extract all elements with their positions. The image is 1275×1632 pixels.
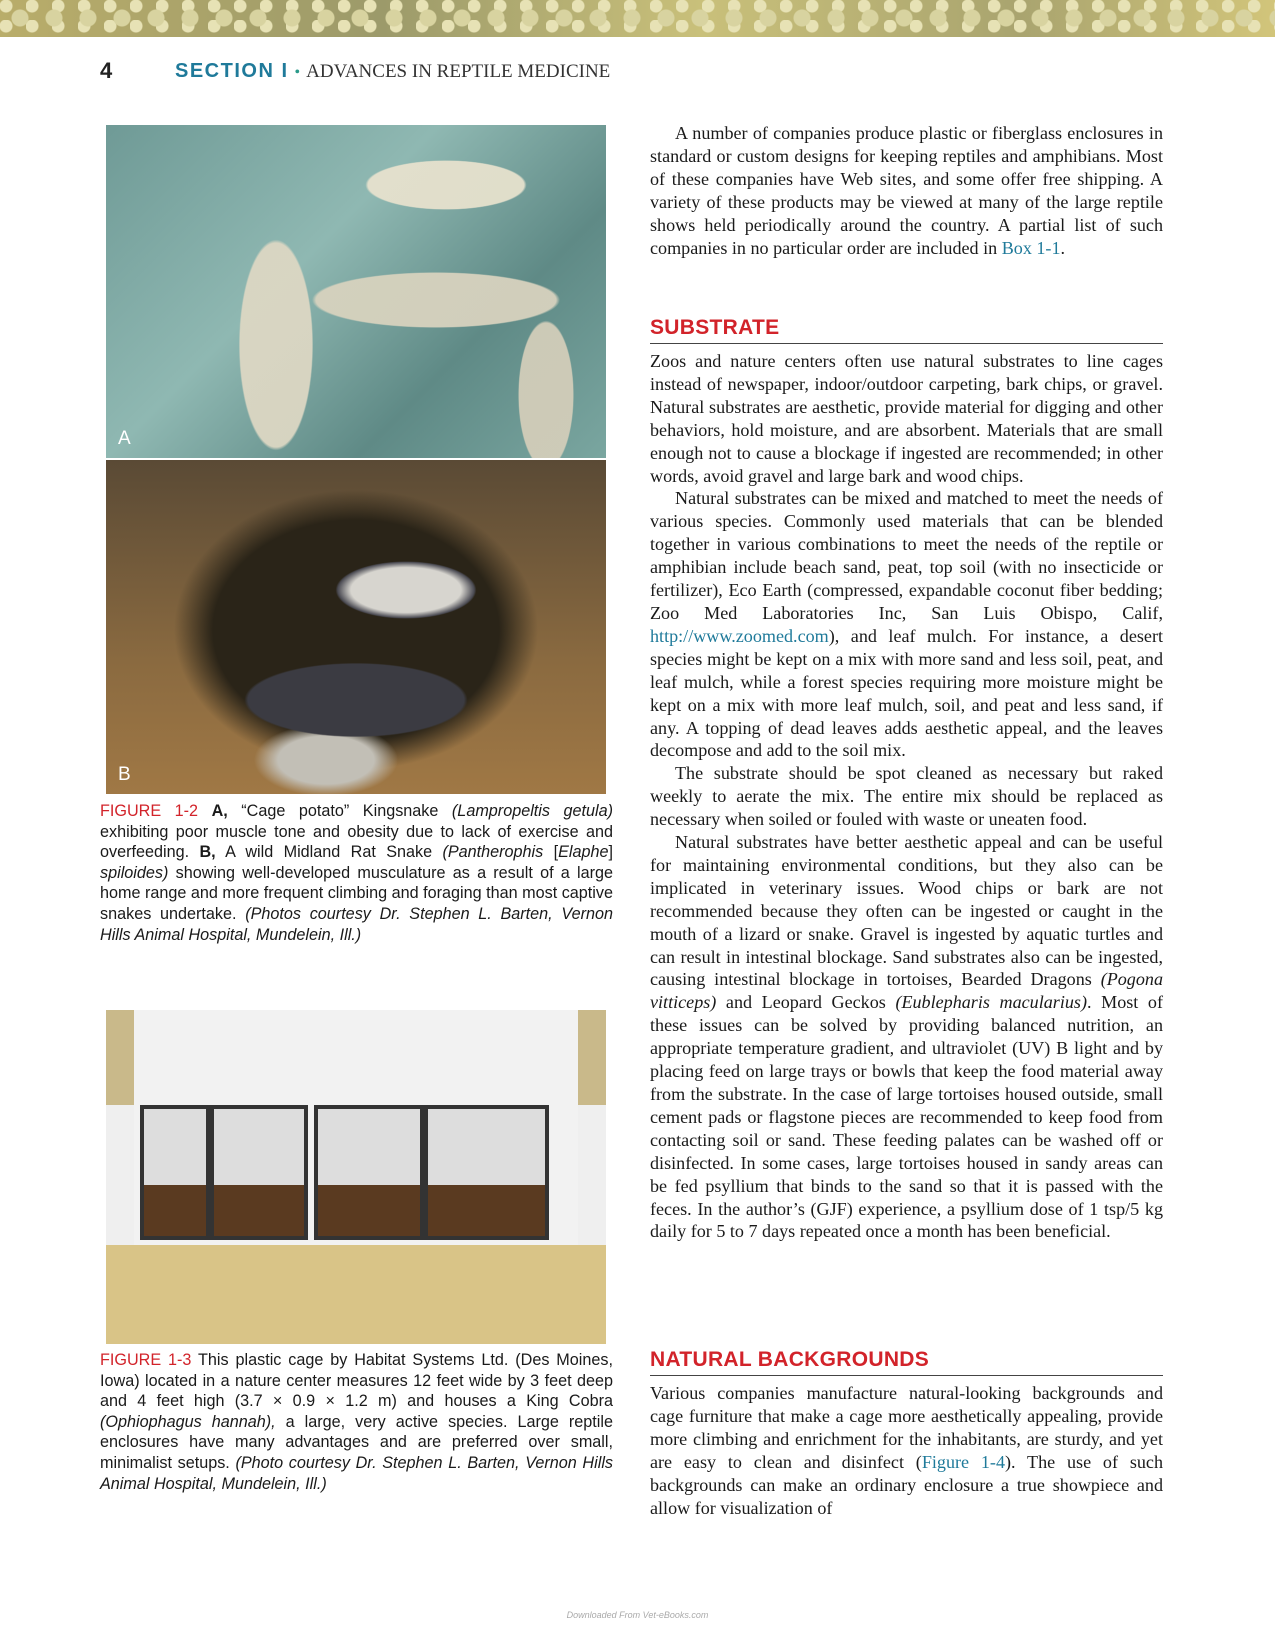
species-name: (Lampropeltis getula) bbox=[451, 802, 613, 820]
running-head bbox=[175, 60, 610, 83]
body-text: ), and leaf mulch. For instance, a desert species might be kept on a mix with more sand and less soil, peat, and leaf mulch, while a forest species requiring more moisture might be kept on a mix with more leaf mulch, soil, and peat and less sand, if any. A topping of dead leaves adds aesthetic appeal, and the leaves decompose and add to the soil mix. bbox=[650, 625, 1163, 761]
paragraph bbox=[650, 487, 1163, 762]
photo-cage-enclosure bbox=[106, 1010, 606, 1344]
cage-panel bbox=[314, 1105, 424, 1240]
figure-1-4-link[interactable]: Figure 1-4 bbox=[921, 1451, 1006, 1472]
species-name: (Pantherophis bbox=[442, 843, 544, 862]
caption-text: exhibiting poor muscle tone and obesity due to lack of exercise and overfeeding. bbox=[100, 822, 613, 862]
caption-text: This plastic cage by Habitat Systems Ltd. (Des Moines, Iowa) located in a nature center measures 12 feet wide by 3 feet deep and 4 feet high (3.7 × 0.9 × 1.2 m) and houses a King Cobra bbox=[100, 1351, 613, 1411]
photo-label-a: A bbox=[118, 428, 131, 449]
body-text: Various companies manufacture natural-looking backgrounds and cage furniture that make a cage more aesthetically appealing, provide more climbing and enrichment for the inhabitants, are sturdy, and yet are easy to clean and disinfect ( bbox=[650, 1383, 1163, 1472]
figure-number: FIGURE 1-2 bbox=[100, 802, 199, 820]
caption-text: a large, very active species. Large reptile enclosures have many advantages and are preferred over small, minimalist setups. bbox=[100, 1412, 613, 1472]
substrate-body bbox=[650, 350, 1163, 1243]
separator-dot: • bbox=[294, 64, 301, 81]
figure-number: FIGURE 1-3 bbox=[100, 1351, 192, 1369]
part-marker-a: A, bbox=[211, 802, 228, 820]
caption-text: showing well-developed musculature as a result of a large home range and more frequent climbing and foraging than most captive snakes undertake. bbox=[100, 863, 613, 923]
photo-rat-snake bbox=[106, 460, 606, 794]
paragraph: Zoos and nature centers often use natural substrates to line cages instead of newspaper, indoor/outdoor carpeting, bark chips, or gravel. Natural substrates are aesthetic, provide material for digging and other behaviors, hold moisture, and are absorbent. Materials that are small enough not to cause a blockage if ingested are recommended; in other words, avoid gravel and large bark and wood chips. bbox=[650, 351, 1163, 486]
substrate-heading: SUBSTRATE bbox=[650, 316, 1163, 344]
box-1-1-link[interactable]: Box 1-1 bbox=[1001, 237, 1061, 258]
photo-credit: (Photos courtesy Dr. Stephen L. Barten, Vernon Hills Animal Hospital, Mundelein, Ill.) bbox=[100, 904, 613, 944]
species-name: spiloides) bbox=[100, 863, 169, 882]
body-text: Natural substrates have better aesthetic appeal and can be useful for maintaining environmental conditions, but they also can be implicated in veterinary issues. Wood chips or bark are not recommended because they often can be ingested or caught in the mouth of a lizard or snake. Gravel is ingested by aquatic turtles and can result in intestinal blockage. Sand substrates also can be ingested, causing intestinal blockage in tortoises, Bearded Dragons bbox=[650, 832, 1163, 990]
species-name: (Ophiophagus hannah), bbox=[100, 1412, 276, 1431]
decorative-banner bbox=[0, 0, 1275, 37]
cage-panel bbox=[140, 1105, 210, 1240]
paragraph bbox=[650, 1382, 1163, 1519]
intro-paragraph bbox=[650, 122, 1163, 259]
zoomed-link[interactable]: http://www.zoomed.com bbox=[650, 625, 829, 646]
cage-panel bbox=[424, 1105, 549, 1240]
body-text: . bbox=[1060, 237, 1066, 258]
body-text: and Leopard Geckos bbox=[716, 992, 896, 1013]
page-number: 4 bbox=[100, 58, 113, 83]
caption-text: [ bbox=[543, 843, 559, 862]
species-name: Elaphe bbox=[558, 843, 609, 862]
book-title: ADVANCES IN REPTILE MEDICINE bbox=[306, 61, 611, 82]
photo-kingsnake bbox=[106, 125, 606, 458]
natural-backgrounds-heading: NATURAL BACKGROUNDS bbox=[650, 1348, 1163, 1376]
part-marker-b: B, bbox=[199, 843, 216, 862]
caption-text: A wild Midland Rat Snake bbox=[215, 843, 443, 862]
download-footer: Downloaded From Vet-eBooks.com bbox=[566, 1610, 709, 1620]
species-name: (Pogona vitticeps) bbox=[650, 969, 1163, 1013]
paragraph: The substrate should be spot cleaned as necessary but raked weekly to aerate the mix. The entire mix should be replaced as necessary when soiled or fouled with waste or uneaten food. bbox=[650, 763, 1163, 830]
body-text: Natural substrates can be mixed and matched to meet the needs of various species. Commonly used materials that can be blended together in various combinations to meet the needs of the reptile or amphibian include beach sand, peat, top soil (with no insecticide or fertilizer), Eco Earth (compressed, expandable coconut fiber bedding; Zoo Med Laboratories Inc, San Luis Obispo, Calif, bbox=[650, 488, 1163, 623]
figure-1-3-caption bbox=[100, 1350, 613, 1494]
body-text: ). The use of such backgrounds can make an ordinary enclosure a true showpiece and allow for visualization of bbox=[650, 1451, 1163, 1518]
section-label: SECTION I bbox=[175, 60, 289, 82]
photo-label-b: B bbox=[118, 764, 131, 785]
body-text: . Most of these issues can be solved by providing balanced nutrition, an appropriate temperature gradient, and ultraviolet (UV) B light and by placing feed on large trays or bowls that keep the food material away from the substrate. In the case of large tortoises housed outside, small cement pads or flagstone pieces are recommended to keep food from contacting soil or sand. These feeding palates can be washed off or disinfected. In some cases, large tortoises housed in sandy areas can be fed psyllium that binds to the sand so that it is passed with the feces. In the author’s (GJF) experience, a psyllium dose of 1 tsp/5 kg daily for 5 to 7 days repeated once a month has been beneficial. bbox=[650, 992, 1164, 1242]
natural-backgrounds-body bbox=[650, 1382, 1163, 1519]
body-text: A number of companies produce plastic or fiberglass enclosures in standard or custom designs for keeping reptiles and amphibians. Most of these companies have Web sites, and some offer free shipping. A variety of these products may be viewed at many of the large reptile shows held periodically around the country. A partial list of such companies in no particular order are included in bbox=[650, 123, 1163, 258]
figure-1-2-caption bbox=[100, 801, 613, 945]
paragraph bbox=[650, 831, 1163, 1243]
cage-panel bbox=[210, 1105, 308, 1240]
caption-text: ] bbox=[608, 843, 614, 862]
species-name: (Eublepharis macularius) bbox=[895, 992, 1087, 1013]
photo-credit: (Photo courtesy Dr. Stephen L. Barten, Vernon Hills Animal Hospital, Mundelein, Ill.) bbox=[100, 1453, 614, 1493]
caption-text: “Cage potato” Kingsnake bbox=[227, 802, 452, 820]
